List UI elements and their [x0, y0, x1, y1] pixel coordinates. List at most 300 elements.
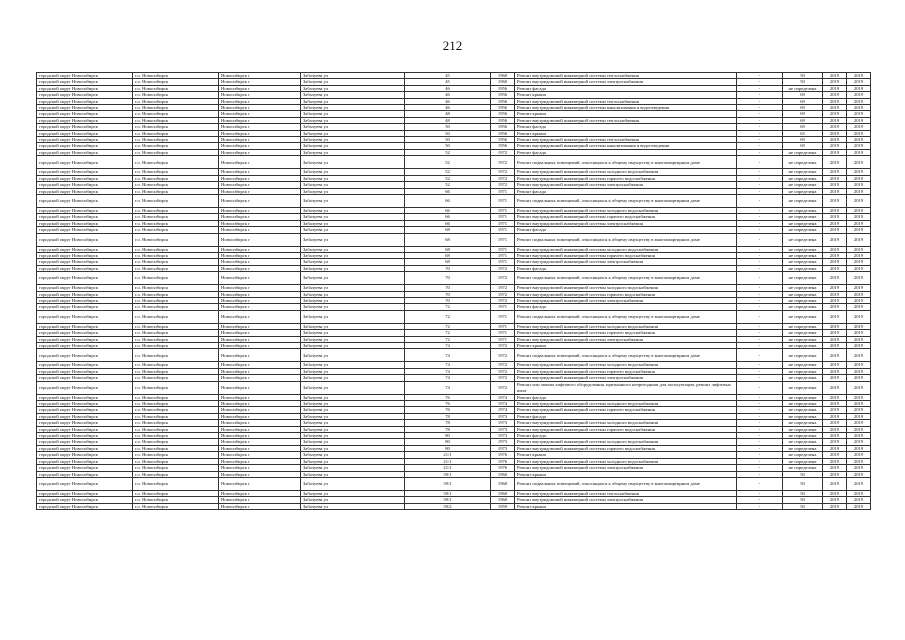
cost-cell: не определена: [783, 420, 823, 426]
year-end-cell: 2019: [847, 503, 871, 509]
house-number-cell: 48: [405, 117, 491, 123]
work-type-cell: Ремонт внутридомовой инженерной системы горячего водоснабжения: [515, 291, 737, 297]
cost-cell: 69: [783, 124, 823, 130]
year-end-cell: 2019: [847, 407, 871, 413]
year-start-cell: 2019: [823, 477, 847, 490]
street-cell: Забалуева ул: [301, 401, 405, 407]
year-start-cell: 2019: [823, 490, 847, 496]
work-type-cell: Ремонт внутридомовой инженерной системы электроснабжения: [515, 297, 737, 303]
locality-cell: Новосибирск г: [219, 381, 301, 394]
year-end-cell: 2019: [847, 227, 871, 233]
dash-cell: -: [737, 343, 783, 349]
year-start-cell: 2019: [823, 497, 847, 503]
year-end-cell: 2019: [847, 117, 871, 123]
year-built-cell: 1974: [491, 407, 515, 413]
cost-cell: не определена: [783, 336, 823, 342]
locality-cell: Новосибирск г: [219, 375, 301, 381]
house-number-cell: 45: [405, 73, 491, 79]
municipality-cell: г.о. Новосибирск: [133, 92, 219, 98]
year-start-cell: 2019: [823, 458, 847, 464]
municipality-cell: г.о. Новосибирск: [133, 272, 219, 285]
dash-cell: -: [737, 92, 783, 98]
work-type-cell: Ремонт фасада: [515, 433, 737, 439]
municipality-cell: г.о. Новосибирск: [133, 98, 219, 104]
work-type-cell: Ремонт внутридомовой инженерной системы холодного водоснабжения: [515, 285, 737, 291]
year-built-cell: 1973: [491, 426, 515, 432]
cost-cell: 50: [783, 503, 823, 509]
work-type-cell: Ремонт фасада: [515, 394, 737, 400]
locality-cell: Новосибирск г: [219, 401, 301, 407]
municipality-cell: г.о. Новосибирск: [133, 194, 219, 207]
house-number-cell: 21/1: [405, 452, 491, 458]
house-number-cell: 39/1: [405, 477, 491, 490]
year-end-cell: 2019: [847, 85, 871, 91]
house-number-cell: 39/2: [405, 503, 491, 509]
year-built-cell: 1972: [491, 291, 515, 297]
locality-cell: Новосибирск г: [219, 439, 301, 445]
district-cell: городской округ Новосибирск: [37, 143, 133, 149]
house-number-cell: 66: [405, 188, 491, 194]
locality-cell: Новосибирск г: [219, 477, 301, 490]
district-cell: городской округ Новосибирск: [37, 207, 133, 213]
locality-cell: Новосибирск г: [219, 188, 301, 194]
year-start-cell: 2019: [823, 156, 847, 169]
locality-cell: Новосибирск г: [219, 259, 301, 265]
year-built-cell: 1974: [491, 394, 515, 400]
district-cell: городской округ Новосибирск: [37, 272, 133, 285]
locality-cell: Новосибирск г: [219, 227, 301, 233]
locality-cell: Новосибирск г: [219, 426, 301, 432]
district-cell: городской округ Новосибирск: [37, 169, 133, 175]
house-number-cell: 74: [405, 349, 491, 362]
year-start-cell: 2019: [823, 297, 847, 303]
municipality-cell: г.о. Новосибирск: [133, 297, 219, 303]
district-cell: городской округ Новосибирск: [37, 433, 133, 439]
municipality-cell: г.о. Новосибирск: [133, 445, 219, 451]
year-built-cell: 1960: [491, 73, 515, 79]
year-start-cell: 2019: [823, 439, 847, 445]
dash-cell: -: [737, 124, 783, 130]
district-cell: городской округ Новосибирск: [37, 291, 133, 297]
cost-cell: не определена: [783, 310, 823, 323]
district-cell: городской округ Новосибирск: [37, 85, 133, 91]
dash-cell: -: [737, 323, 783, 329]
work-type-cell: Ремонт внутридомовой инженерной системы горячего водоснабжения: [515, 252, 737, 258]
year-start-cell: 2019: [823, 182, 847, 188]
district-cell: городской округ Новосибирск: [37, 368, 133, 374]
cost-cell: не определена: [783, 304, 823, 310]
year-end-cell: 2019: [847, 188, 871, 194]
locality-cell: Новосибирск г: [219, 194, 301, 207]
year-built-cell: 1976: [491, 458, 515, 464]
municipality-cell: г.о. Новосибирск: [133, 477, 219, 490]
house-number-cell: 66: [405, 214, 491, 220]
year-built-cell: 1976: [491, 452, 515, 458]
work-type-cell: Ремонт подвальных помещений, относящихся к общему имуществу в многоквартирном доме: [515, 272, 737, 285]
year-built-cell: 1971: [491, 323, 515, 329]
year-built-cell: 1971: [491, 188, 515, 194]
house-number-cell: 50: [405, 143, 491, 149]
locality-cell: Новосибирск г: [219, 105, 301, 111]
year-start-cell: 2019: [823, 85, 847, 91]
cost-cell: не определена: [783, 291, 823, 297]
house-number-cell: 52: [405, 169, 491, 175]
street-cell: Забалуева ул: [301, 323, 405, 329]
street-cell: Забалуева ул: [301, 304, 405, 310]
house-number-cell: 78: [405, 420, 491, 426]
locality-cell: Новосибирск г: [219, 394, 301, 400]
year-start-cell: 2019: [823, 92, 847, 98]
locality-cell: Новосибирск г: [219, 156, 301, 169]
house-number-cell: 39/1: [405, 471, 491, 477]
district-cell: городской округ Новосибирск: [37, 439, 133, 445]
dash-cell: -: [737, 175, 783, 181]
house-number-cell: 78: [405, 413, 491, 419]
district-cell: городской округ Новосибирск: [37, 297, 133, 303]
locality-cell: Новосибирск г: [219, 98, 301, 104]
year-end-cell: 2019: [847, 465, 871, 471]
year-built-cell: 1960: [491, 477, 515, 490]
year-start-cell: 2019: [823, 465, 847, 471]
cost-cell: не определена: [783, 413, 823, 419]
street-cell: Забалуева ул: [301, 420, 405, 426]
street-cell: Забалуева ул: [301, 227, 405, 233]
house-number-cell: 70: [405, 291, 491, 297]
table-row: [37, 310, 871, 323]
year-end-cell: 2019: [847, 169, 871, 175]
year-start-cell: 2019: [823, 169, 847, 175]
municipality-cell: г.о. Новосибирск: [133, 79, 219, 85]
year-built-cell: 1972: [491, 368, 515, 374]
year-built-cell: 1960: [491, 79, 515, 85]
locality-cell: Новосибирск г: [219, 92, 301, 98]
work-type-cell: Ремонт крыши: [515, 130, 737, 136]
locality-cell: Новосибирск г: [219, 73, 301, 79]
district-cell: городской округ Новосибирск: [37, 79, 133, 85]
locality-cell: Новосибирск г: [219, 330, 301, 336]
street-cell: Забалуева ул: [301, 169, 405, 175]
dash-cell: -: [737, 310, 783, 323]
year-end-cell: 2019: [847, 458, 871, 464]
work-type-cell: Ремонт внутридомовой инженерной системы электроснабжения: [515, 336, 737, 342]
year-end-cell: 2019: [847, 92, 871, 98]
cost-cell: 65: [783, 130, 823, 136]
dash-cell: -: [737, 85, 783, 91]
locality-cell: Новосибирск г: [219, 336, 301, 342]
street-cell: Забалуева ул: [301, 343, 405, 349]
street-cell: Забалуева ул: [301, 79, 405, 85]
house-number-cell: 80: [405, 445, 491, 451]
locality-cell: Новосибирск г: [219, 304, 301, 310]
district-cell: городской округ Новосибирск: [37, 323, 133, 329]
district-cell: городской округ Новосибирск: [37, 149, 133, 155]
year-start-cell: 2019: [823, 452, 847, 458]
cost-cell: не определена: [783, 362, 823, 368]
work-type-cell: Ремонт фасада: [515, 413, 737, 419]
year-end-cell: 2019: [847, 220, 871, 226]
cost-cell: 69: [783, 111, 823, 117]
municipality-cell: г.о. Новосибирск: [133, 330, 219, 336]
street-cell: Забалуева ул: [301, 381, 405, 394]
year-end-cell: 2019: [847, 368, 871, 374]
house-number-cell: 50: [405, 124, 491, 130]
locality-cell: Новосибирск г: [219, 452, 301, 458]
district-cell: городской округ Новосибирск: [37, 349, 133, 362]
house-number-cell: 39/1: [405, 497, 491, 503]
work-type-cell: Ремонт фасада: [515, 265, 737, 271]
district-cell: городской округ Новосибирск: [37, 194, 133, 207]
district-cell: городской округ Новосибирск: [37, 259, 133, 265]
year-built-cell: 1972: [491, 272, 515, 285]
year-end-cell: 2019: [847, 477, 871, 490]
district-cell: городской округ Новосибирск: [37, 471, 133, 477]
district-cell: городской округ Новосибирск: [37, 130, 133, 136]
year-end-cell: 2019: [847, 175, 871, 181]
cost-cell: не определена: [783, 85, 823, 91]
municipality-cell: г.о. Новосибирск: [133, 304, 219, 310]
year-start-cell: 2019: [823, 214, 847, 220]
house-number-cell: 50: [405, 130, 491, 136]
dash-cell: -: [737, 394, 783, 400]
year-start-cell: 2019: [823, 265, 847, 271]
year-end-cell: 2019: [847, 426, 871, 432]
cost-cell: 50: [783, 477, 823, 490]
work-type-cell: Ремонт внутридомовой инженерной системы холодного водоснабжения: [515, 323, 737, 329]
cost-cell: 50: [783, 497, 823, 503]
house-number-cell: 74: [405, 362, 491, 368]
street-cell: Забалуева ул: [301, 137, 405, 143]
street-cell: Забалуева ул: [301, 182, 405, 188]
house-number-cell: 46: [405, 105, 491, 111]
house-number-cell: 66: [405, 220, 491, 226]
cost-cell: 69: [783, 137, 823, 143]
year-built-cell: 1971: [491, 304, 515, 310]
municipality-cell: г.о. Новосибирск: [133, 336, 219, 342]
year-end-cell: 2019: [847, 439, 871, 445]
municipality-cell: г.о. Новосибирск: [133, 259, 219, 265]
work-type-cell: Ремонт внутридомовой инженерной системы теплоснабжения: [515, 73, 737, 79]
street-cell: Забалуева ул: [301, 124, 405, 130]
municipality-cell: г.о. Новосибирск: [133, 207, 219, 213]
dash-cell: -: [737, 497, 783, 503]
house-number-cell: 52: [405, 175, 491, 181]
cost-cell: не определена: [783, 233, 823, 246]
year-built-cell: 1956: [491, 105, 515, 111]
registry-body: [37, 73, 871, 510]
municipality-cell: г.о. Новосибирск: [133, 362, 219, 368]
street-cell: Забалуева ул: [301, 458, 405, 464]
district-cell: городской округ Новосибирск: [37, 246, 133, 252]
street-cell: Забалуева ул: [301, 291, 405, 297]
house-number-cell: 72: [405, 310, 491, 323]
cost-cell: не определена: [783, 323, 823, 329]
year-start-cell: 2019: [823, 137, 847, 143]
district-cell: городской округ Новосибирск: [37, 265, 133, 271]
year-start-cell: 2019: [823, 285, 847, 291]
municipality-cell: г.о. Новосибирск: [133, 471, 219, 477]
municipality-cell: г.о. Новосибирск: [133, 452, 219, 458]
dash-cell: -: [737, 207, 783, 213]
year-start-cell: 2019: [823, 252, 847, 258]
locality-cell: Новосибирск г: [219, 362, 301, 368]
work-type-cell: Ремонт внутридомовой инженерной системы холодного водоснабжения: [515, 420, 737, 426]
year-built-cell: 1972: [491, 149, 515, 155]
street-cell: Забалуева ул: [301, 233, 405, 246]
house-number-cell: 68: [405, 259, 491, 265]
year-start-cell: 2019: [823, 310, 847, 323]
cost-cell: не определена: [783, 343, 823, 349]
cost-cell: не определена: [783, 375, 823, 381]
house-number-cell: 48: [405, 111, 491, 117]
year-start-cell: 2019: [823, 426, 847, 432]
district-cell: городской округ Новосибирск: [37, 490, 133, 496]
work-type-cell: Ремонт внутридомовой инженерной системы электроснабжения: [515, 79, 737, 85]
house-number-cell: 39/1: [405, 490, 491, 496]
year-built-cell: 1976: [491, 465, 515, 471]
year-built-cell: 1972: [491, 297, 515, 303]
locality-cell: Новосибирск г: [219, 471, 301, 477]
work-type-cell: Ремонт подвальных помещений, относящихся к общему имуществу в многоквартирном доме: [515, 477, 737, 490]
year-start-cell: 2019: [823, 420, 847, 426]
year-built-cell: 1960: [491, 497, 515, 503]
street-cell: Забалуева ул: [301, 349, 405, 362]
house-number-cell: 74: [405, 368, 491, 374]
district-cell: городской округ Новосибирск: [37, 330, 133, 336]
street-cell: Забалуева ул: [301, 445, 405, 451]
district-cell: городской округ Новосибирск: [37, 413, 133, 419]
work-type-cell: Ремонт фасада: [515, 188, 737, 194]
work-type-cell: Ремонт внутридомовой инженерной системы электроснабжения: [515, 259, 737, 265]
year-start-cell: 2019: [823, 272, 847, 285]
locality-cell: Новосибирск г: [219, 117, 301, 123]
house-number-cell: 70: [405, 285, 491, 291]
work-type-cell: Ремонт внутридомовой инженерной системы горячего водоснабжения: [515, 445, 737, 451]
cost-cell: не определена: [783, 156, 823, 169]
street-cell: Забалуева ул: [301, 497, 405, 503]
work-type-cell: Ремонт внутридомовой инженерной системы холодного водоснабжения: [515, 439, 737, 445]
work-type-cell: Ремонт внутридомовой инженерной системы теплоснабжения: [515, 490, 737, 496]
district-cell: городской округ Новосибирск: [37, 381, 133, 394]
year-built-cell: 1973: [491, 445, 515, 451]
cost-cell: 69: [783, 92, 823, 98]
year-built-cell: 1956: [491, 117, 515, 123]
work-type-cell: Ремонт внутридомовой инженерной системы канализования и водоотведения: [515, 105, 737, 111]
street-cell: Забалуева ул: [301, 477, 405, 490]
district-cell: городской округ Новосибирск: [37, 233, 133, 246]
street-cell: Забалуева ул: [301, 207, 405, 213]
street-cell: Забалуева ул: [301, 214, 405, 220]
work-type-cell: Ремонт внутридомовой инженерной системы электроснабжения: [515, 182, 737, 188]
municipality-cell: г.о. Новосибирск: [133, 407, 219, 413]
district-cell: городской округ Новосибирск: [37, 111, 133, 117]
year-start-cell: 2019: [823, 394, 847, 400]
work-type-cell: Ремонт или замена лифтового оборудования, признанного непригодным для эксплуатации, ремонт лифтовых шахт: [515, 381, 737, 394]
cost-cell: не определена: [783, 407, 823, 413]
year-built-cell: 1971: [491, 252, 515, 258]
year-start-cell: 2019: [823, 98, 847, 104]
year-built-cell: 1973: [491, 420, 515, 426]
street-cell: Забалуева ул: [301, 394, 405, 400]
locality-cell: Новосибирск г: [219, 233, 301, 246]
street-cell: Забалуева ул: [301, 105, 405, 111]
locality-cell: Новосибирск г: [219, 124, 301, 130]
municipality-cell: г.о. Новосибирск: [133, 323, 219, 329]
dash-cell: -: [737, 169, 783, 175]
work-type-cell: Ремонт подвальных помещений, относящихся к общему имуществу в многоквартирном доме: [515, 194, 737, 207]
district-cell: городской округ Новосибирск: [37, 188, 133, 194]
cost-cell: не определена: [783, 458, 823, 464]
year-end-cell: 2019: [847, 291, 871, 297]
dash-cell: -: [737, 214, 783, 220]
street-cell: Забалуева ул: [301, 407, 405, 413]
street-cell: Забалуева ул: [301, 156, 405, 169]
street-cell: Забалуева ул: [301, 220, 405, 226]
dash-cell: -: [737, 297, 783, 303]
locality-cell: Новосибирск г: [219, 149, 301, 155]
district-cell: городской округ Новосибирск: [37, 375, 133, 381]
work-type-cell: Ремонт внутридомовой инженерной системы холодного водоснабжения: [515, 207, 737, 213]
street-cell: Забалуева ул: [301, 310, 405, 323]
street-cell: Забалуева ул: [301, 117, 405, 123]
year-end-cell: 2019: [847, 343, 871, 349]
year-start-cell: 2019: [823, 105, 847, 111]
cost-cell: не определена: [783, 182, 823, 188]
dash-cell: -: [737, 233, 783, 246]
dash-cell: -: [737, 130, 783, 136]
street-cell: Забалуева ул: [301, 246, 405, 252]
dash-cell: -: [737, 143, 783, 149]
municipality-cell: г.о. Новосибирск: [133, 433, 219, 439]
house-number-cell: 80: [405, 433, 491, 439]
year-end-cell: 2019: [847, 130, 871, 136]
house-number-cell: 46: [405, 92, 491, 98]
dash-cell: -: [737, 330, 783, 336]
cost-cell: 50: [783, 73, 823, 79]
year-end-cell: 2019: [847, 111, 871, 117]
district-cell: городской округ Новосибирск: [37, 458, 133, 464]
house-number-cell: 72: [405, 330, 491, 336]
street-cell: Забалуева ул: [301, 98, 405, 104]
year-start-cell: 2019: [823, 111, 847, 117]
year-end-cell: 2019: [847, 233, 871, 246]
cost-cell: не определена: [783, 214, 823, 220]
locality-cell: Новосибирск г: [219, 349, 301, 362]
house-number-cell: 70: [405, 297, 491, 303]
dash-cell: -: [737, 477, 783, 490]
year-start-cell: 2019: [823, 220, 847, 226]
work-type-cell: Ремонт внутридомовой инженерной системы холодного водоснабжения: [515, 246, 737, 252]
work-type-cell: Ремонт внутридомовой инженерной системы холодного водоснабжения: [515, 362, 737, 368]
house-number-cell: 74: [405, 381, 491, 394]
district-cell: городской округ Новосибирск: [37, 285, 133, 291]
dash-cell: -: [737, 98, 783, 104]
cost-cell: не определена: [783, 207, 823, 213]
street-cell: Забалуева ул: [301, 259, 405, 265]
dash-cell: -: [737, 503, 783, 509]
year-end-cell: 2019: [847, 182, 871, 188]
year-built-cell: 1959: [491, 503, 515, 509]
table-row: [37, 381, 871, 394]
year-built-cell: 1956: [491, 137, 515, 143]
work-type-cell: Ремонт крыши: [515, 452, 737, 458]
district-cell: городской округ Новосибирск: [37, 156, 133, 169]
year-start-cell: 2019: [823, 304, 847, 310]
year-start-cell: 2019: [823, 433, 847, 439]
municipality-cell: г.о. Новосибирск: [133, 130, 219, 136]
cost-cell: не определена: [783, 426, 823, 432]
cost-cell: не определена: [783, 194, 823, 207]
municipality-cell: г.о. Новосибирск: [133, 343, 219, 349]
